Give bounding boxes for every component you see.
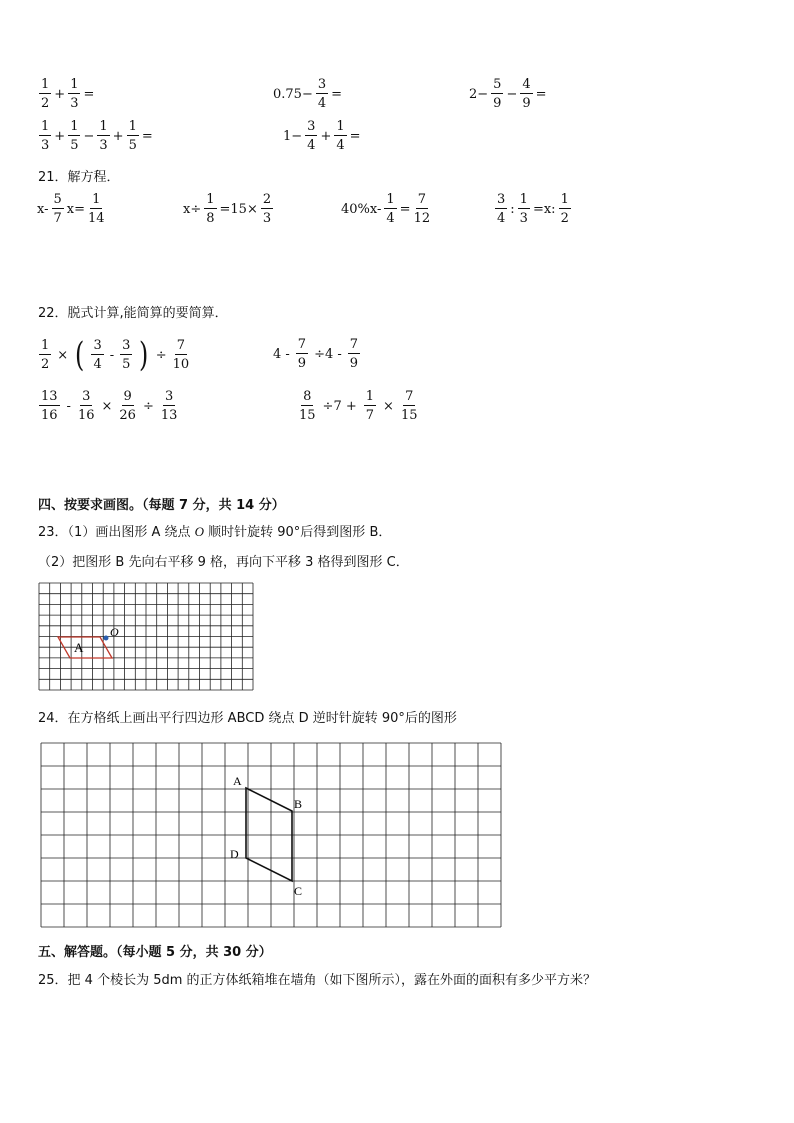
q23-line2: （2）把图形 B 先向右平移 9 格，再向下平移 3 格得到图形 C． (38, 555, 409, 570)
vertex-b-label: B (294, 797, 303, 811)
equation-3: 40%x- $\frac{1}{4}$ = $\frac{7}{12}$ (341, 192, 431, 226)
shape-a-label: A (74, 640, 84, 655)
fraction: $\frac{4}{9}$ (522, 77, 531, 111)
vertex-a-label: A (233, 774, 242, 788)
q25-text: 25．把 4 个棱长为 5dm 的正方体纸箱堆在墙角（如下图所示），露在外面的面积有多少平方米？ (38, 973, 597, 988)
arith-expr-1: 1 2 + $\frac{1}{3}$ = (41, 77, 95, 111)
arith-expr-3: 2− $\frac{5}{9}$ − $\frac{4}{9}$ = (469, 77, 547, 111)
q21-title: 21．解方程． (38, 170, 120, 185)
point-o-label: O (110, 625, 119, 639)
section-5-heading: 五、解答题。（每小题 5 分，共 30 分） (38, 945, 272, 960)
q23-grid (38, 582, 254, 692)
calc-1: $\frac{1}{2}$ × ( 3 4 - 3 5 ) ÷ $\frac{7}{10}$ (41, 335, 190, 375)
equation-2: x÷ $\frac{1}{8}$ =15× $\frac{2}{3}$ (183, 192, 272, 226)
arith-expr-2: 0.75− $\frac{3}{4}$ = (273, 77, 343, 111)
q24-grid (40, 742, 522, 930)
q24-title: 24．在方格纸上画出平行四边形 ABCD 绕点 D 逆时针旋转 90°后的图形 (38, 711, 457, 726)
arith-expr-4: 1 3 + $\frac{1}{5}$ − $\frac{1}{3}$ + $\frac{1}{5}$ = (41, 119, 153, 153)
section-4-heading: 四、按要求画图。（每题 7 分，共 14 分） (38, 498, 285, 513)
calc-2: 4 - $\frac{7}{9}$ ÷4 - 7 9 (273, 337, 359, 371)
point-o (104, 636, 109, 641)
fraction: 1 2 (41, 77, 50, 111)
fraction: $\frac{1}{3}$ (70, 77, 79, 111)
equation-4: 3 4 : $\frac{1}{3}$ =x: 1 2 (497, 192, 569, 226)
fraction: $\frac{3}{4}$ (317, 77, 327, 111)
calc-4: $\frac{8}{15}$ ÷7 + $\frac{1}{7}$ × $\frac{7}{15}$ (299, 389, 418, 423)
grid-lines (41, 743, 501, 927)
calc-3: 13 16 - $\frac{3}{16}$ × $\frac{9}{26}$ ÷ $\frac{3}{13}$ (41, 389, 178, 423)
q22-title: 22．脱式计算,能简算的要简算． (38, 306, 228, 321)
q23-line1: 23．（1）画出图形 A 绕点 O 顺时针旋转 90°后得到图形 B． (38, 524, 392, 540)
parallelogram-abcd (246, 788, 292, 881)
equation-1: x- 5 7 x= $\frac{1}{14}$ (37, 192, 105, 226)
arith-expr-5: 1− $\frac{3}{4}$ + $\frac{1}{4}$ = (283, 119, 361, 153)
vertex-d-label: D (230, 847, 239, 861)
vertex-c-label: C (294, 884, 303, 898)
fraction: $\frac{5}{9}$ (493, 77, 502, 111)
